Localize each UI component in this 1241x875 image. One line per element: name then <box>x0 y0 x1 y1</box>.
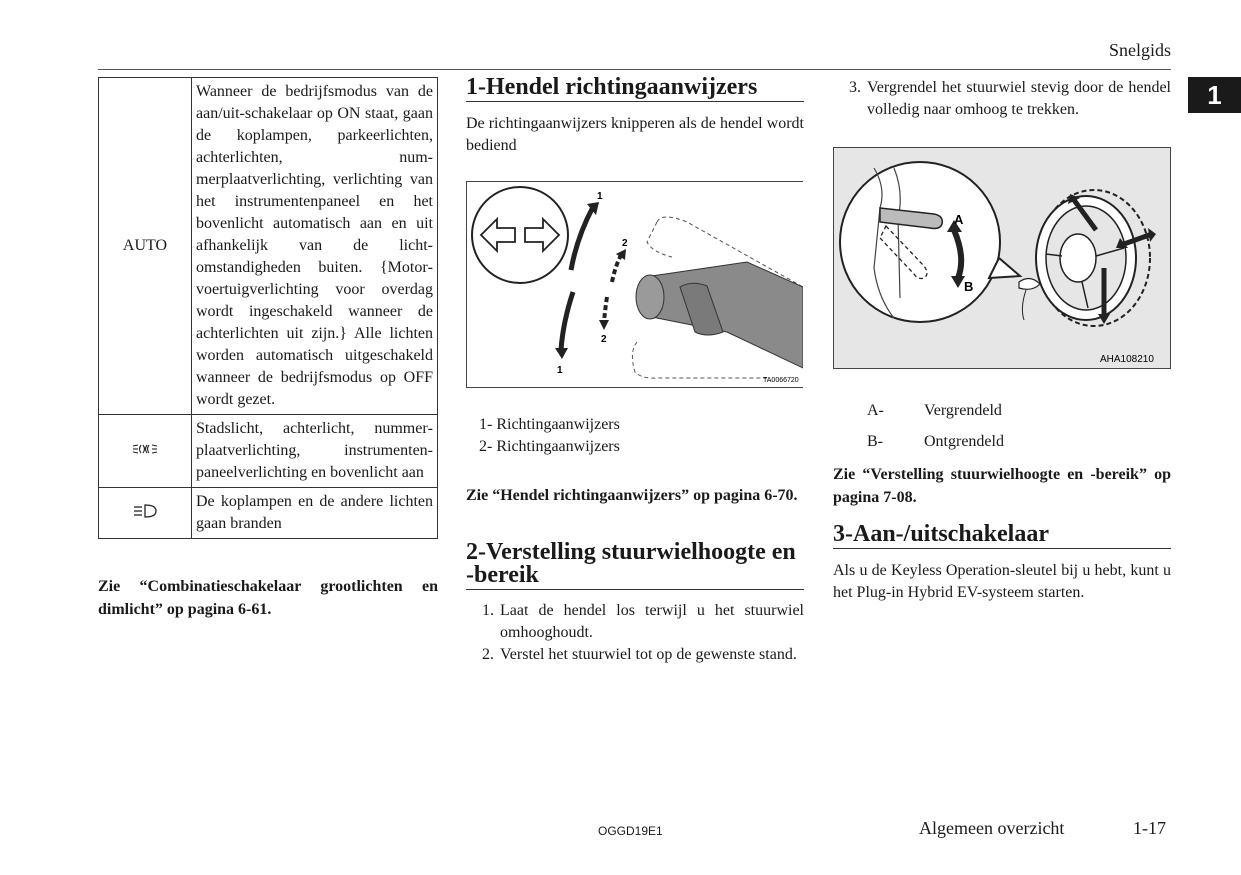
header-rule <box>98 69 1171 70</box>
steering-steps-list-continued <box>833 77 1171 121</box>
turn-signal-legend-2: 2- Richtingaanwijzers <box>479 438 620 455</box>
turn-signal-legend-1: 1- Richtingaanwijzers <box>479 416 620 433</box>
table-row <box>99 78 438 415</box>
mode-description: Wanneer de bedrijfsmodus van de aan/uit-schakelaar op ON staat, gaan de koplampen, parkeerlichten, achterlichten, nummerplaatverlichting, verlichting van het instrumentenpaneel en het bovenlicht automatisch aan en uit afhankelijk van de lichtomstandigheden buiten. {Motorvoertuigverlichting voor overdag wordt ingeschakeld wanneer de achterlichten uit zijn.} Alle lichten worden automatisch uitgeschakeld wanneer de bedrijfsmodus op OFF wordt gezet. <box>192 78 438 415</box>
mode-auto: AUTO <box>99 78 192 415</box>
list-item: 3. Vergrendel het stuurwiel stevig door de hendel volledig naar omhoog te trekken. <box>849 79 1171 118</box>
steering-legend-value: Vergrendeld <box>924 402 1002 419</box>
figure-label: 1 <box>557 365 563 376</box>
steering-legend-key: B- <box>867 433 883 450</box>
turn-signal-intro: De richtingaanwijzers knipperen als de hendel wordt bediend <box>466 115 804 154</box>
mode-description: Stadslicht, achterlicht, nummerplaatverlichting, instrumentenpaneelverlichting en bovenlicht aan <box>192 415 438 488</box>
reference-steering-adjust: Zie “Verstelling stuurwielhoogte en -bereik” op pagina 7-08. <box>833 466 1171 506</box>
steering-figure <box>833 147 1171 369</box>
section-title-turn-signal: 1-Hendel richtingaanwijzers <box>466 76 804 102</box>
label-a: A <box>954 212 964 227</box>
steering-illustration <box>834 148 1170 368</box>
label-b: B <box>964 279 974 294</box>
section-title-power-switch: 3-Aan-/uitschakelaar <box>833 523 1171 549</box>
turn-signal-illustration <box>467 182 803 387</box>
chapter-tab: 1 <box>1188 77 1241 113</box>
list-item: 2. Verstel het stuurwiel tot op de gewenste stand. <box>482 646 797 663</box>
mode-description: De koplampen en de andere lichten gaan branden <box>192 488 438 539</box>
parking-light-icon <box>131 442 159 456</box>
lighting-modes-table <box>98 77 438 539</box>
mode-headlight <box>99 488 192 539</box>
headlight-icon <box>132 503 158 519</box>
page-number: 1-17 <box>1133 818 1166 838</box>
reference-combination-switch: Zie “Combinatieschakelaar grootlichten en dimlicht” op pagina 6-61. <box>98 578 438 618</box>
reference-turn-signal: Zie “Hendel richtingaanwijzers” op pagina 6-70. <box>466 487 798 504</box>
section-title-steering-adjust: 2-Verstelling stuurwielhoogte en -bereik <box>466 541 804 590</box>
steering-steps-list <box>466 600 804 666</box>
footer-section-name: Algemeen overzicht <box>919 818 1065 838</box>
figure-label: 1 <box>597 191 603 202</box>
mode-parking <box>99 415 192 488</box>
document-code: OGGD19E1 <box>598 824 663 838</box>
figure-code: AHA108210 <box>1100 354 1154 365</box>
figure-label: 2 <box>622 238 628 249</box>
list-item: 1. Laat de hendel los terwijl u het stuurwiel omhooghoudt. <box>482 602 804 641</box>
table-row <box>99 488 438 539</box>
steering-legend-key: A- <box>867 402 884 419</box>
power-switch-text: Als u de Keyless Operation-sleutel bij u hebt, kunt u het Plug-in Hybrid EV-systeem starten. <box>833 562 1171 601</box>
turn-signal-figure <box>466 181 803 388</box>
table-row <box>99 415 438 488</box>
running-header: Snelgids <box>1108 40 1171 60</box>
steering-legend-value: Ontgrendeld <box>924 433 1004 450</box>
figure-label: 2 <box>601 334 607 345</box>
figure-code: TA0066720 <box>763 377 799 384</box>
